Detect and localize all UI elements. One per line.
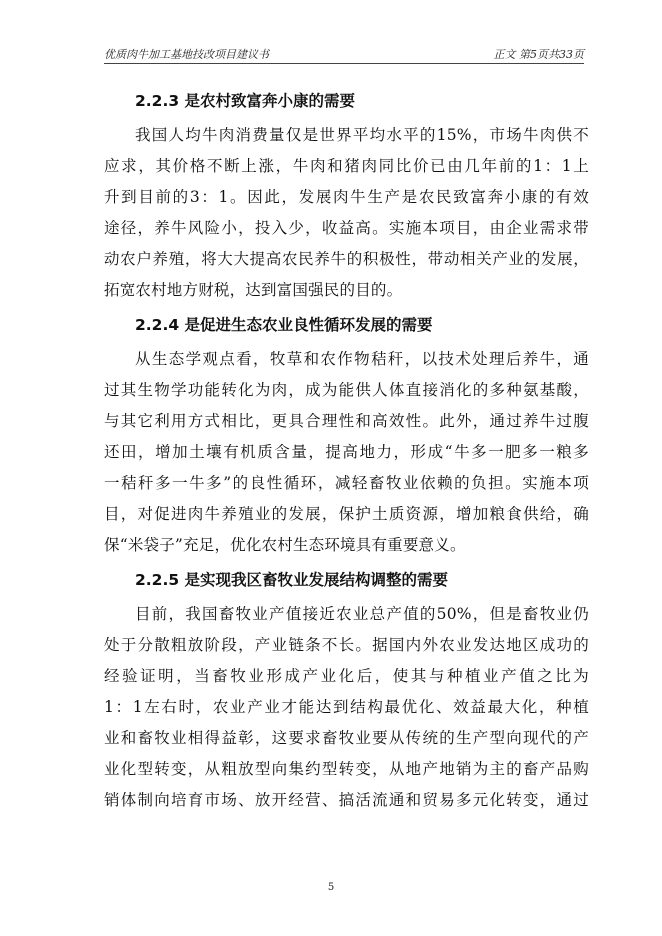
paragraph-line: 从生态学观点看，牧草和农作物秸秆，以技术处理后养牛，通	[135, 350, 589, 368]
paragraph-line: 业化型转变，从粗放型向集约型转变，从地产地销为主的畜产品购	[104, 760, 589, 778]
header-rule	[104, 63, 584, 64]
paragraph-line: 经验证明，当畜牧业形成产业化后，使其与种植业产值之比为	[104, 667, 589, 685]
page-number: 5	[327, 882, 335, 893]
page-header	[104, 42, 584, 64]
paragraph-line: 一秸秆多一牛多”的良性循环，减轻畜牧业依赖的负担。实施本项	[104, 474, 589, 492]
paragraph-line: 保“米袋子”充足，优化农村生态环境具有重要意义。	[104, 536, 466, 554]
paragraph-line: 动农户养殖，将大大提高农民养牛的积极性，带动相关产业的发展，	[104, 250, 589, 268]
header-title: 优质肉牛加工基地技改项目建议书	[104, 48, 269, 61]
paragraph-line: 升到目前的3：1。因此，发展肉牛生产是农民致富奔小康的有效	[104, 188, 589, 206]
paragraph-line: 1：1左右时，农业产业才能达到结构最优化、效益最大化，种植	[104, 698, 589, 716]
section-heading: 2.2.3 是农村致富奔小康的需要	[135, 92, 356, 110]
body-content	[104, 82, 589, 816]
header-page-info: 正文 第5页共33页	[493, 48, 584, 61]
paragraph-line: 业和畜牧业相得益彰，这要求畜牧业要从传统的生产型向现代的产	[104, 729, 589, 747]
paragraph-line: 还田，增加土壤有机质含量，提高地力，形成“牛多一肥多一粮多	[104, 443, 589, 461]
paragraph-line: 目，对促进肉牛养殖业的发展，保护土质资源，增加粮食供给，确	[104, 505, 589, 523]
paragraph-line: 目前，我国畜牧业产值接近农业总产值的50%，但是畜牧业仍	[135, 605, 589, 623]
paragraph-line: 拓宽农村地方财税，达到富国强民的目的。	[104, 281, 403, 299]
paragraph-line: 我国人均牛肉消费量仅是世界平均水平的15%，市场牛肉供不	[135, 126, 589, 144]
paragraph-line: 处于分散粗放阶段，产业链条不长。据国内外农业发达地区成功的	[104, 636, 589, 654]
paragraph-line: 应求，其价格不断上涨，牛肉和猪肉同比价已由几年前的1：1上	[104, 157, 589, 175]
section-heading: 2.2.4 是促进生态农业良性循环发展的需要	[135, 316, 433, 334]
section-heading: 2.2.5 是实现我区畜牧业发展结构调整的需要	[135, 571, 449, 589]
paragraph-line: 过其生物学功能转化为肉，成为能供人体直接消化的多种氨基酸，	[104, 381, 589, 399]
paragraph-line: 与其它利用方式相比，更具合理性和高效性。此外，通过养牛过腹	[104, 412, 589, 430]
paragraph-line: 销体制向培育市场、放开经营、搞活流通和贸易多元化转变，通过	[104, 791, 589, 809]
paragraph-line: 途径，养牛风险小，投入少，收益高。实施本项目，由企业需求带	[104, 219, 589, 237]
